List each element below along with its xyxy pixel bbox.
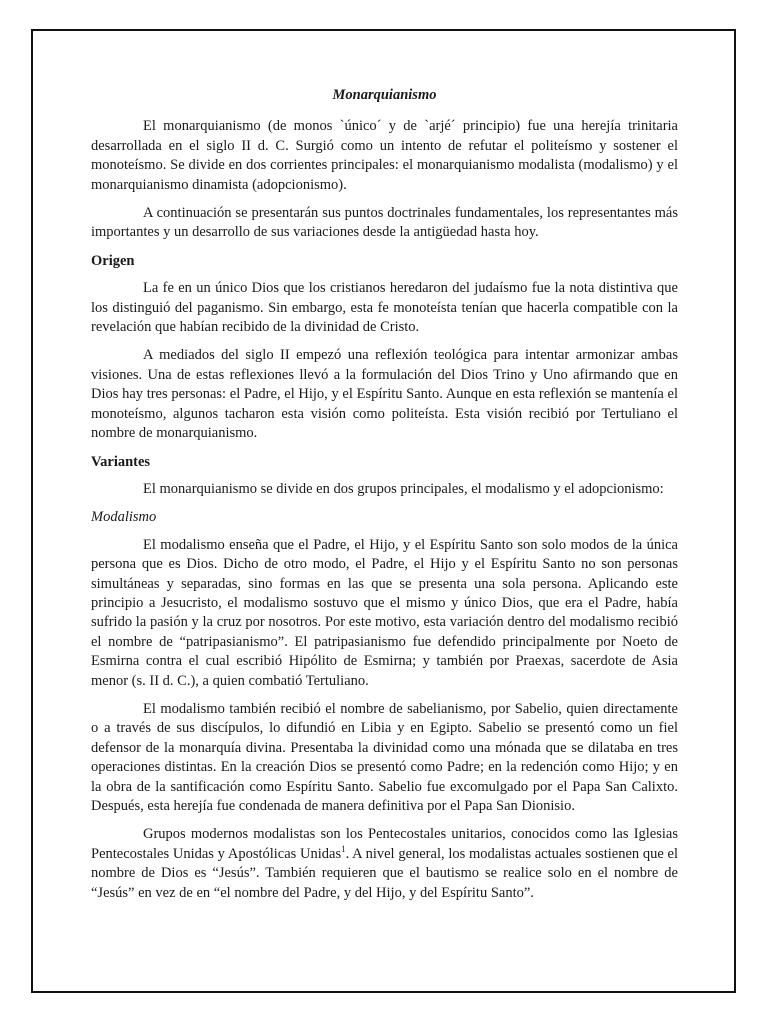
modalismo-paragraph-1: El modalismo enseña que el Padre, el Hijo, y el Espíritu Santo son solo modos de la única persona que es Dios. Dicho de otro modo, el Padre, el Hijo y el Espíritu Santo no son personas simultáneas y separadas, sino formas en las que se presenta una sola persona. Aplicando este principio a Jesucristo, el modalismo sostuvo que el mismo y único Dios, que era el Padre, había sufrido la pasión y la cruz por nosotros. Por este motivo, esta variación dentro del modalismo recibió el nombre de “patripasianismo”. El patripasianismo fue defendido principalmente por Noeto de Esmirna contra el cual escribió Hipólito de Esmirna; y también por Praexas, sacerdote de Asia menor (s. II d. C.), a quien combatió Tertuliano. xyxy=(91,536,678,689)
origen-paragraph-1: La fe en un único Dios que los cristianos heredaron del judaísmo fue la nota distintiva que los distinguió del paganismo. Sin embargo, esta fe monoteísta tenían que hacerla compatible con la revelación que habían recibido de la divinidad de Cristo. xyxy=(91,280,678,336)
heading-variantes: Variantes xyxy=(91,453,151,470)
heading-modalismo: Modalismo xyxy=(91,509,157,526)
modalismo-p3-text: Grupos modernos modalistas son los Pentecostales unitarios, conocidos como las Iglesias Pentecostales Unidas y Apostólicas Unidas xyxy=(91,826,678,862)
modalismo-paragraph-2: El modalismo también recibió el nombre de sabelianismo, por Sabelio, quien directamente o a través de sus discípulos, lo difundió en Libia y en Egipto. Sabelio se presentó como un fiel defensor de la monarquía divina. Presentaba la divinidad como una mónada que se dilataba en tres operaciones distintas. En la creación Dios se presentó como Padre; en la redención como Hijo; y en la obra de la santificación como Espíritu Santo. Sabelio fue excomulgado por el Papa San Calixto. Después, esta herejía fue condenada de manera definitiva por el Papa San Dionisio. xyxy=(91,700,678,814)
footnote-marker[interactable]: 1 xyxy=(341,843,346,854)
origen-paragraph-2: A mediados del siglo II empezó una reflexión teológica para intentar armonizar ambas visiones. Una de estas reflexiones llevó a la formulación del Dios Trino y Uno afirmando que en Dios hay tres personas: el Padre, el Hijo, y el Espíritu Santo. Aunque en esta reflexión se mantenía el monoteísmo, algunos tacharon esta visión como politeísta. Esta visión recibió por Tertuliano el nombre de monarquianismo. xyxy=(91,347,678,442)
modalismo-p3-text-cont: . A nivel general, los modalistas actuales sostienen que el nombre de Dios es “Jesús”. También requieren que el bautismo se realice solo en el nombre de “Jesús” en vez de en “el nombre del Padre, y del Hijo, y del Espíritu Santo”. xyxy=(91,845,679,901)
document-page xyxy=(31,29,736,993)
modalismo-paragraph-3 xyxy=(91,825,678,903)
intro-paragraph-2: A continuación se presentarán sus puntos doctrinales fundamentales, los representantes más importantes y un desarrollo de sus variaciones desde la antigüedad hasta hoy. xyxy=(91,205,678,241)
variantes-paragraph: El monarquianismo se divide en dos grupos principales, el modalismo y el adopcionismo: xyxy=(143,480,664,497)
heading-origen: Origen xyxy=(91,252,135,269)
document-body xyxy=(91,86,678,912)
document-title: Monarquianismo xyxy=(332,87,437,103)
intro-paragraph-1: El monarquianismo (de monos `único´ y de `arjé´ principio) fue una herejía trinitaria desarrollada en el siglo II d. C. Surgió como un intento de refutar el politeísmo y sostener el monoteísmo. Se divide en dos corrientes principales: el monarquianismo modalista (modalismo) y el monarquianismo dinamista (adopcionismo). xyxy=(91,118,678,193)
